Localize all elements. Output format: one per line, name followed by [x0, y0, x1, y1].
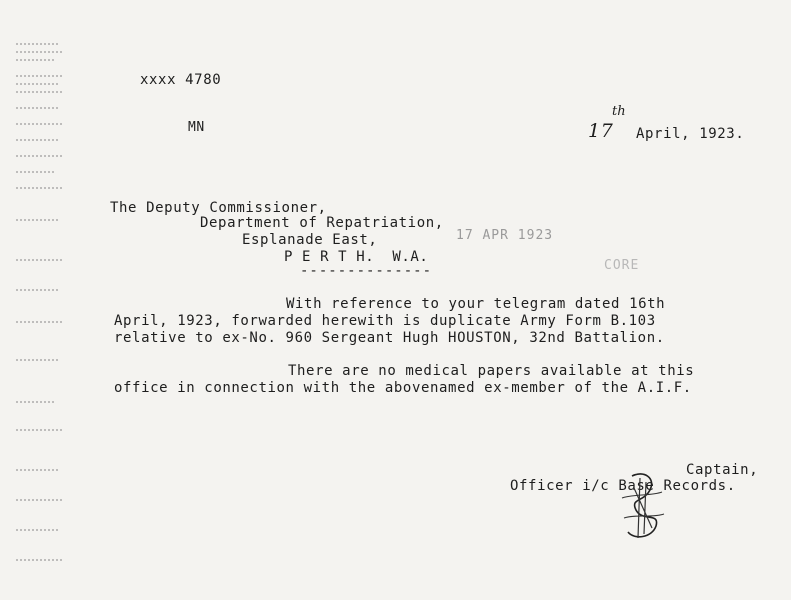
address-underline: -------------- [300, 263, 433, 279]
body-para1-line1: With reference to your telegram dated 16th [286, 296, 666, 312]
letter-date: April, 1923. [636, 126, 745, 142]
body-para2-line1: There are no medical papers available at this [288, 363, 695, 379]
received-stamp-text: CORE [604, 258, 640, 273]
handwritten-signature [612, 468, 670, 548]
body-para2-line2: office in connection with the abovenamed ex-member of the A.I.F. [114, 380, 692, 396]
address-line-2: Department of Repatriation, [200, 215, 444, 231]
file-number: xxxx 4780 [140, 72, 222, 88]
signature-title: Officer i/c Base Records. [510, 478, 736, 494]
address-line-3: Esplanade East, [242, 232, 378, 248]
signature-rank: Captain, [686, 462, 759, 478]
address-line-1: The Deputy Commissioner, [110, 200, 327, 216]
date-suffix: th [612, 104, 626, 119]
initials: MN [188, 120, 205, 135]
received-stamp-date: 17 APR 1923 [456, 228, 554, 243]
body-para1-line3: relative to ex-No. 960 Sergeant Hugh HOUSTON, 32nd Battalion. [114, 330, 665, 346]
margin-marks [12, 30, 72, 590]
date-day: 17 [588, 120, 614, 142]
body-para1-line2: April, 1923, forwarded herewith is duplicate Army Form B.103 [114, 313, 656, 329]
address-line-4: P E R T H. W.A. [284, 249, 429, 265]
